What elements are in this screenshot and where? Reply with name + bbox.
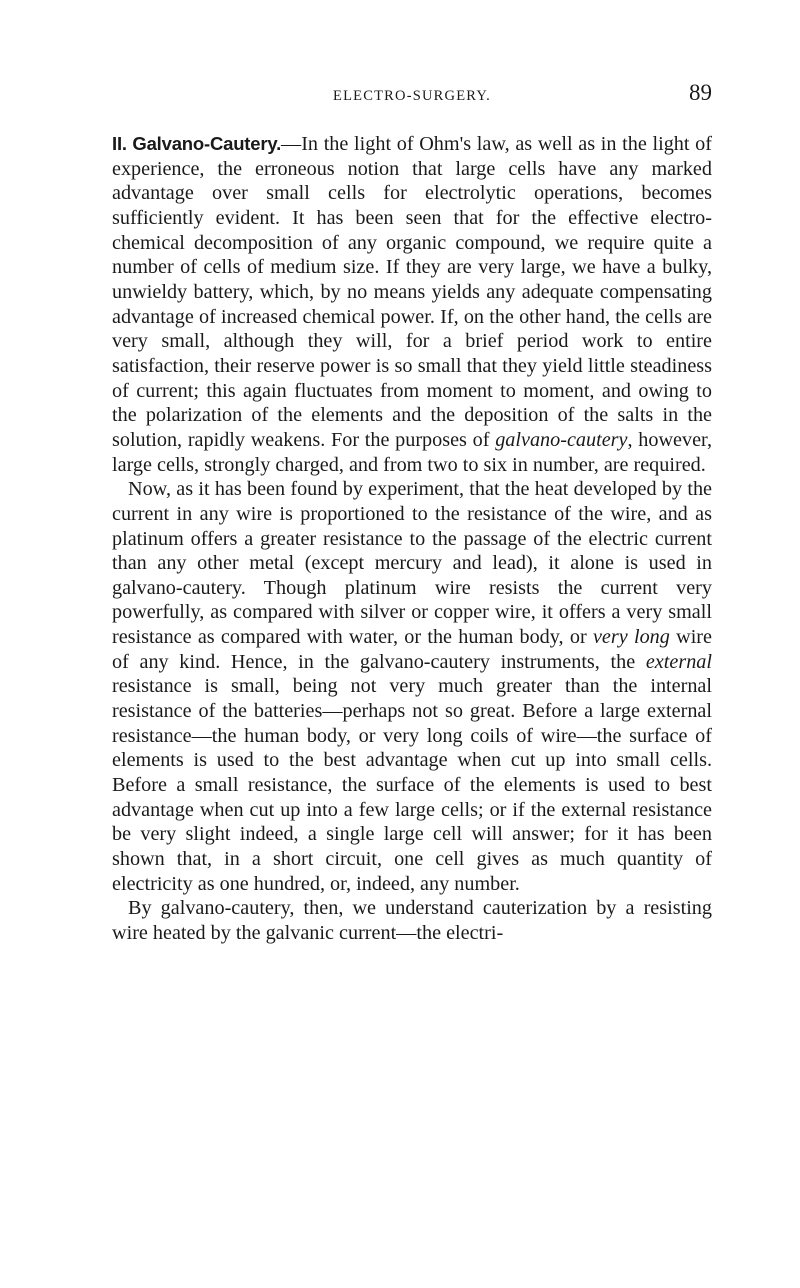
paragraph-galvano-cautery-intro: [112, 132, 712, 477]
paragraph-text: wire of any kind. Hence, in the galvano-cautery instruments, the: [112, 626, 712, 673]
book-page: [112, 80, 712, 946]
emphasis-very-long: very long: [592, 626, 670, 649]
emphasis-galvano-cautery: galvano-cautery: [495, 428, 628, 451]
paragraph-text: —In the light of Ohm's law, as well as in the light of experience, the erroneous notion that large cells have any marked advantage over small cells for electrolytic operations, becomes sufficiently evident. It has been seen that for the effective electro-chemical decomposition of any organic compound, we require quite a number of cells of medium size. If they are very large, we have a bulky, unwieldy battery, which, by no means yields any adequate compensating advantage of increased chemical power. If, on the other hand, the cells are very small, although they will, for a brief period work to entire satisfaction, their reserve power is so small that they yield little steadiness of current; this again fluctuates from moment to moment, and owing to the polarization of the elements and the deposition of the salts in the solution, rapidly weakens. For the purposes of: [112, 133, 712, 451]
paragraph-text: Now, as it has been found by experiment, that the heat developed by the current in any wire is proportioned to the resistance of the wire, and as platinum offers a greater resistance to the passage of the electric current than any other metal (except mercury and lead), it alone is used in galvano-cautery. Though platinum wire resists the current very powerfully, as compared with silver or copper wire, it offers a very small resistance as compared with water, or the human body, or: [112, 478, 712, 649]
section-heading: II. Galvano-Cautery.: [112, 133, 282, 154]
page-number: 89: [689, 80, 712, 105]
page-header: [112, 80, 712, 106]
paragraph-platinum-resistance: [112, 477, 712, 896]
paragraph-definition: By galvano-cautery, then, we understand cauterization by a resisting wire heated by the galvanic current—the electri-: [112, 897, 712, 944]
body-text: [112, 132, 712, 946]
paragraph-text: , however, large cells, strongly charged, and from two to six in number, are required.: [112, 428, 712, 476]
emphasis-external: external: [645, 650, 712, 673]
running-title: ELECTRO-SURGERY.: [333, 88, 491, 104]
paragraph-text: resistance is small, being not very much greater than the internal resistance of the batteries—perhaps not so great. Before a large external resistance—the human body, or very long coils of wire—the surface of elements is used to the best advantage when cut up into small cells. Before a small resistance, the surface of the elements is used to best advantage when cut up into a few large cells; or if the external resistance be very slight indeed, a single large cell will answer; for it has been shown that, in a short circuit, one cell gives as much quantity of electricity as one hundred, or, indeed, any number.: [112, 675, 712, 895]
